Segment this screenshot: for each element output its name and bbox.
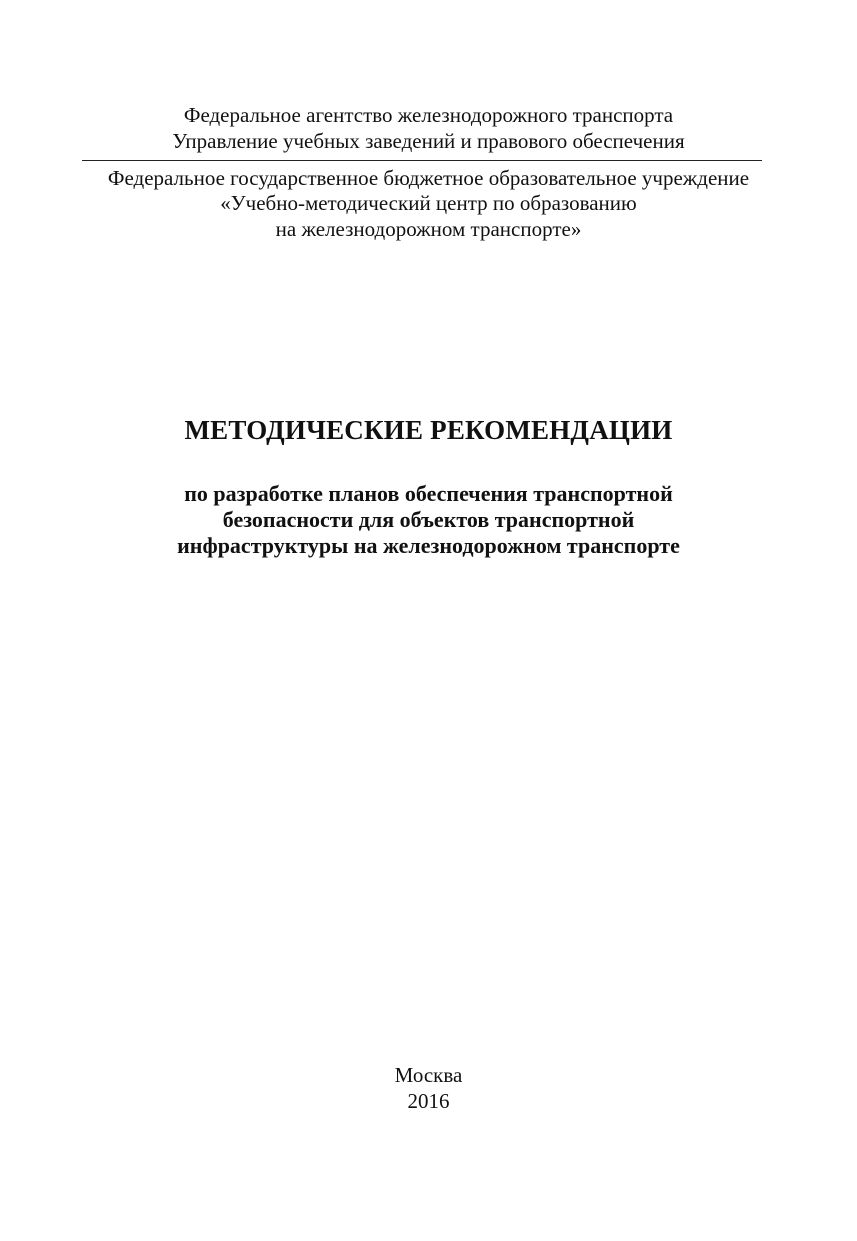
institution-name-line-1: «Учебно-методический центр по образованию <box>220 191 637 215</box>
header-divider <box>82 160 762 161</box>
subtitle-line-1: по разработке планов обеспечения транспортной <box>184 481 673 506</box>
subtitle-line-2: безопасности для объектов транспортной <box>222 507 635 532</box>
publication-year: 2016 <box>407 1089 450 1113</box>
subtitle-line-3: инфраструктуры на железнодорожном транспорте <box>177 533 680 558</box>
publication-city: Москва <box>394 1063 463 1087</box>
document-title: МЕТОДИЧЕСКИЕ РЕКОМЕНДАЦИИ <box>184 415 673 445</box>
agency-name: Федеральное агентство железнодорожного транспорта <box>183 103 674 127</box>
institution-name-line-2: на железнодорожном транспорте» <box>275 217 582 241</box>
department-name: Управление учебных заведений и правового обеспечения <box>172 129 685 153</box>
institution-type: Федеральное государственное бюджетное образовательное учреждение <box>107 166 750 190</box>
